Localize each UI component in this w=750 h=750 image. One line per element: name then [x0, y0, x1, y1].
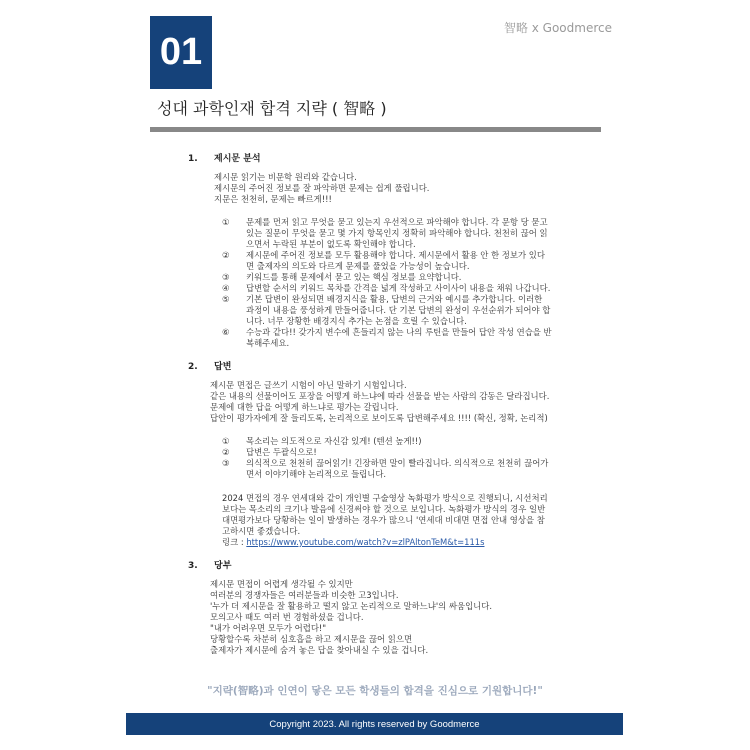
text-line: 답안이 평가자에게 잘 들리도록, 논리적으로 보이도록 답변해주세요 !!!! (확신, 정확, 논리적)	[210, 413, 548, 423]
copyright-footer: Copyright 2023. All rights reserved by Goodmerce	[126, 713, 623, 735]
text-line: 제시문 면접이 어렵게 생각될 수 있지만	[210, 579, 353, 589]
list-item-text: 수능과 같다!! 갖가지 변수에 흔들리지 않는 나의 루틴을 만들어 답안 작성 연습을 반 복해주세요.	[246, 327, 552, 348]
link-line	[222, 537, 548, 548]
text-line: 지문은 천천히, 문제는 빠르게!!!	[214, 194, 332, 204]
section-title: 당부	[214, 561, 232, 571]
list-item	[222, 436, 592, 447]
section-1-heading	[188, 151, 261, 164]
text-line: 출제자가 제시문에 숨겨 놓은 답을 찾아내실 수 있을 겁니다.	[210, 645, 429, 655]
list-item	[222, 458, 592, 480]
list-item-text: 제시문에 주어진 정보를 모두 활용해야 합니다. 제시문에서 활용 안 한 정보가 있다 면 출제자의 의도와 다르게 문제를 풀었을 가능성이 높습니다.	[246, 250, 545, 271]
closing-quote: "지략(智略)과 인연이 닿은 모든 학생들의 합격을 진심으로 기원합니다!"	[207, 685, 543, 697]
link-label: 링크 :	[222, 537, 247, 547]
section-2-intro	[210, 380, 549, 424]
list-marker: ⑤	[222, 294, 230, 304]
list-item	[222, 217, 592, 250]
section-title: 제시문 분석	[214, 154, 261, 164]
text-line: 같은 내용의 선물이어도 포장을 어떻게 하느냐에 따라 선물을 받는 사람의 감동은 달라집니다.	[210, 391, 550, 401]
list-marker: ①	[222, 436, 230, 446]
text-line: 당황할수록 차분히 심호흡을 하고 제시문을 끊어 읽으면	[210, 634, 413, 644]
text-line: '누가 더 제시문을 잘 활용하고 떨지 않고 논리적으로 말하느냐'의 싸움입니다.	[210, 601, 493, 611]
list-item-text: 키워드를 통해 문제에서 묻고 있는 핵심 정보를 요약합니다.	[246, 272, 462, 282]
list-marker: ③	[222, 458, 230, 468]
text-line: 보다는 목소리의 크기나 발음에 신경써야 할 것으로 보입니다. 녹화평가 방식의 경우 일반	[222, 504, 546, 514]
section-number: 3.	[188, 561, 198, 571]
section-number: 2.	[188, 362, 198, 372]
text-line: 2024 면접의 경우 연세대와 같이 개인별 구술영상 녹화평가 방식으로 진행되니, 시선처리	[222, 493, 548, 503]
section-title: 답변	[214, 362, 232, 372]
list-marker: ⑥	[222, 327, 230, 337]
title-divider	[150, 127, 601, 132]
text-line: 제시문 읽기는 비문학 원리와 같습니다.	[214, 172, 357, 182]
text-line: 모의고사 때도 여러 번 경험하셨을 겁니다.	[210, 612, 364, 622]
list-item	[222, 283, 592, 294]
list-item-text: 목소리는 의도적으로 자신감 있게! (텐션 높게!!)	[246, 436, 422, 446]
list-item-text: 답변은 두괄식으로!	[246, 447, 317, 457]
section-1-list	[222, 217, 592, 349]
list-item	[222, 294, 592, 327]
list-item-text: 문제를 먼저 읽고 무엇을 묻고 있는지 우선적으로 파악해야 합니다. 각 문항 당 묻고 있는 질문이 무엇을 묻고 몇 가지 항목인지 정확히 파악해야 합니다. 천천히 끊어 읽 으면서 누락된 부분이 없도록 확인해야 합니다.	[246, 217, 548, 249]
list-marker: ②	[222, 447, 230, 457]
section-number: 1.	[188, 154, 198, 164]
page-title: 성대 과학인재 합격 지략 ( 智略 )	[157, 99, 387, 118]
brand-label: 智略 x Goodmerce	[503, 21, 612, 35]
list-marker: ①	[222, 217, 230, 227]
section-3-body	[210, 579, 492, 656]
list-marker: ③	[222, 272, 230, 282]
list-marker: ②	[222, 250, 230, 260]
section-1-intro	[214, 172, 429, 205]
chapter-number-badge: 01	[150, 16, 212, 89]
list-item-text: 답변할 순서의 키워드 목차를 간격을 넓게 작성하고 사이사이 내용을 채워 나갑니다.	[246, 283, 551, 293]
text-line: "내가 어려우면 모두가 어렵다!"	[210, 623, 327, 633]
text-line: 여러분의 경쟁자들은 여러분들과 비슷한 고3입니다.	[210, 590, 399, 600]
text-line: 제시문의 주어진 정보를 잘 파악하면 문제는 쉽게 풀립니다.	[214, 183, 430, 193]
list-marker: ④	[222, 283, 230, 293]
list-item	[222, 250, 592, 272]
list-item	[222, 447, 592, 458]
list-item	[222, 272, 592, 283]
section-2-list	[222, 436, 592, 480]
text-line: 고하시면 좋겠습니다.	[222, 526, 301, 536]
list-item-text: 의식적으로 천천히 끊어읽기! 긴장하면 말이 빨라집니다. 의식적으로 천천히 끊어가 면서 이야기해야 논리적으로 들립니다.	[246, 458, 549, 479]
text-line: 대면평가보다 당황하는 일이 발생하는 경우가 많으니 '연세대 비대면 면접 안내 영상을 참	[222, 515, 545, 525]
section-2-heading	[188, 359, 231, 372]
text-line: 제시문 면접은 글쓰기 시험이 아닌 말하기 시험입니다.	[210, 380, 407, 390]
section-2-note	[222, 493, 548, 548]
section-3-heading	[188, 558, 231, 571]
youtube-link[interactable]: https://www.youtube.com/watch?v=zlPAltonTeM&t=111s	[246, 537, 485, 547]
list-item	[222, 327, 592, 349]
text-line: 문제에 대한 답을 어떻게 하느냐로 평가는 갈립니다.	[210, 402, 399, 412]
list-item-text: 기본 답변이 완성되면 배경지식을 활용, 답변의 근거와 예시를 추가합니다. 이러한 과정이 내용을 풍성하게 만들어줍니다. 단 기본 답변의 완성이 우선순위가 되어야 합 니다. 너무 장황한 배경지식 추가는 논점을 흐릴 수 있습니다.	[246, 294, 551, 326]
